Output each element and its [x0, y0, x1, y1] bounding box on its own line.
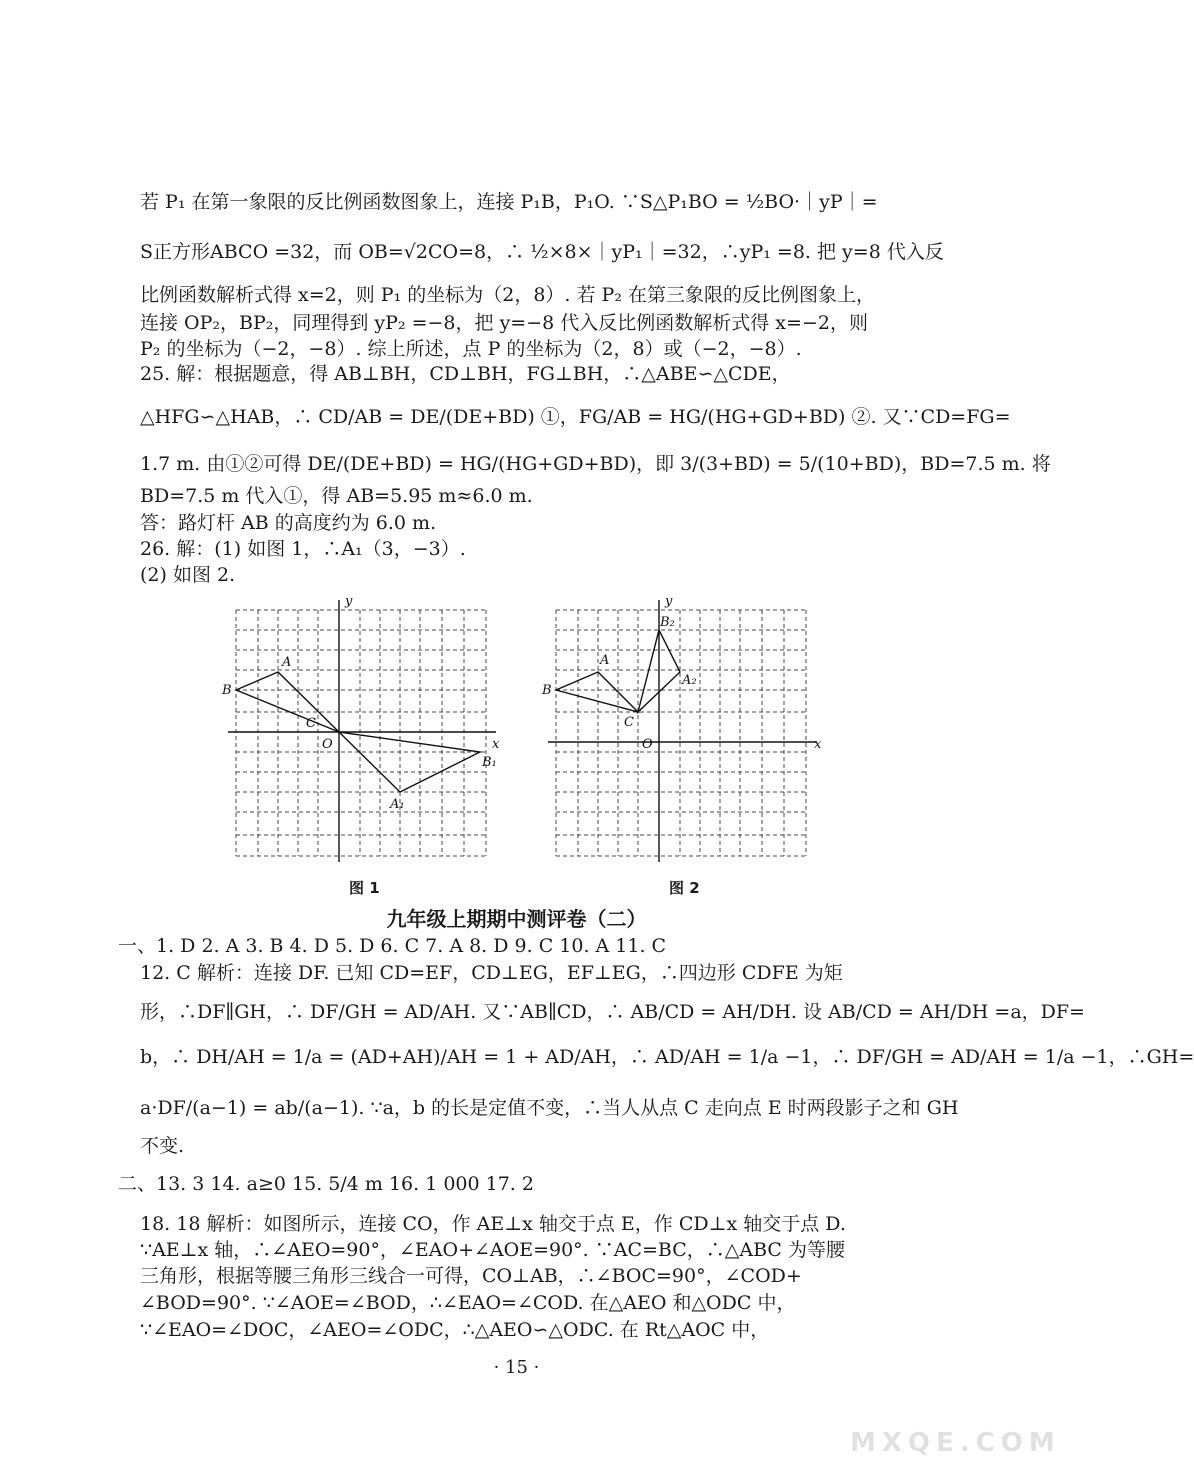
label-b: B: [222, 683, 232, 698]
figure-2-caption: 图 2: [669, 879, 700, 897]
text-line: 26. 解：(1) 如图 1，∴A₁（3，−3）.: [140, 538, 466, 560]
text-line: 形，∴DF∥GH，∴ DF/GH = AD/AH. 又∵AB∥CD，∴ AB/CD = AH/DH. 设 AB/CD = AH/DH =a，DF=: [140, 1001, 1085, 1023]
figure-2: [540, 590, 830, 870]
label-y: y: [345, 594, 353, 609]
section-title: 九年级上期期中测评卷（二）: [386, 907, 647, 931]
text-line: BD=7.5 m 代入①，得 AB=5.95 m≈6.0 m.: [140, 485, 533, 507]
label-a: A: [600, 653, 610, 668]
text-line: S正方形ABCO =32，而 OB=√2CO=8，∴ ½×8×｜yP₁｜=32，∴yP₁ =8. 把 y=8 代入反: [140, 241, 944, 263]
text-line: 连接 OP₂，BP₂，同理得到 yP₂ =−8，把 y=−8 代入反比例函数解析式得 x=−2，则: [140, 312, 868, 334]
label-a2: A₂: [682, 673, 697, 688]
label-b1: B₁: [482, 755, 497, 770]
text-line: 12. C 解析：连接 DF. 已知 CD=EF，CD⊥EG，EF⊥EG，∴四边形 CDFE 为矩: [140, 962, 843, 984]
text-line: △HFG∽△HAB，∴ CD/AB = DE/(DE+BD) ①，FG/AB = HG/(HG+GD+BD) ②. 又∵CD=FG=: [140, 406, 1011, 428]
text-line: 比例函数解析式得 x=2，则 P₁ 的坐标为（2，8）. 若 P₂ 在第三象限的反比例图象上，: [140, 284, 875, 306]
text-line: 二、13. 3 14. a≥0 15. 5/4 m 16. 1 000 17. 2: [118, 1173, 534, 1195]
triangle-abc: [236, 672, 339, 732]
text-line: ∠BOD=90°. ∵∠AOE=∠BOD，∴∠EAO=∠COD. 在△AEO 和△ODC 中，: [140, 1292, 796, 1314]
watermark: MXQE.COM: [850, 1428, 1061, 1458]
label-x: x: [814, 737, 822, 752]
label-a1: A₁: [390, 797, 405, 812]
text-line: 18. 18 解析：如图所示，连接 CO，作 AE⊥x 轴交于点 E，作 CD⊥x 轴交于点 D.: [140, 1213, 846, 1235]
text-line: 答：路灯杆 AB 的高度约为 6.0 m.: [140, 512, 437, 534]
text-line: 三角形，根据等腰三角形三线合一可得，CO⊥AB，∴∠BOC=90°，∠COD+: [140, 1265, 802, 1287]
text-line: 若 P₁ 在第一象限的反比例函数图象上，连接 P₁B，P₁O. ∵S△P₁BO = ½BO·｜yP｜=: [140, 191, 878, 213]
label-a: A: [282, 655, 292, 670]
label-b: B: [542, 683, 552, 698]
figure-1: [222, 590, 505, 870]
text-line: 一、1. D 2. A 3. B 4. D 5. D 6. C 7. A 8. D 9. C 10. A 11. C: [118, 935, 667, 957]
text-line: 不变.: [140, 1135, 185, 1157]
label-c: C: [624, 715, 634, 730]
triangle-abc: [556, 672, 638, 712]
text-line: 1.7 m. 由①②可得 DE/(DE+BD) = HG/(HG+GD+BD)，即 3/(3+BD) = 5/(10+BD)，BD=7.5 m. 将: [140, 453, 1051, 475]
text-line: 25. 解：根据题意，得 AB⊥BH，CD⊥BH，FG⊥BH，∴△ABE∽△CDE，: [140, 363, 791, 385]
label-o: O: [322, 737, 333, 752]
text-line: P₂ 的坐标为（−2，−8）. 综上所述，点 P 的坐标为（2，8）或（−2，−8）.: [140, 338, 802, 360]
label-c: C: [306, 716, 316, 731]
text-line: ∵AE⊥x 轴，∴∠AEO=90°，∠EAO+∠AOE=90°. ∵AC=BC，∴△ABC 为等腰: [140, 1239, 846, 1261]
triangle-a1b1c: [339, 732, 480, 792]
text-line: a·DF/(a−1) = ab/(a−1). ∵a，b 的长是定值不变，∴当人从点 C 走向点 E 时两段影子之和 GH: [140, 1097, 959, 1119]
figure-1-caption: 图 1: [349, 879, 380, 897]
label-b2: B₂: [660, 615, 675, 630]
page-number: · 15 ·: [493, 1357, 540, 1378]
text-line: b，∴ DH/AH = 1/a = (AD+AH)/AH = 1 + AD/AH，∴ AD/AH = 1/a −1，∴ DF/GH = AD/AH = 1/a −1，∴GH=: [140, 1046, 1194, 1068]
label-x: x: [492, 737, 500, 752]
text-line: ∵∠EAO=∠DOC，∠AEO=∠ODC，∴△AEO∽△ODC. 在 Rt△AOC 中，: [140, 1319, 770, 1341]
text-line: (2) 如图 2.: [140, 564, 236, 586]
label-o: O: [642, 737, 653, 752]
label-y: y: [665, 594, 673, 609]
